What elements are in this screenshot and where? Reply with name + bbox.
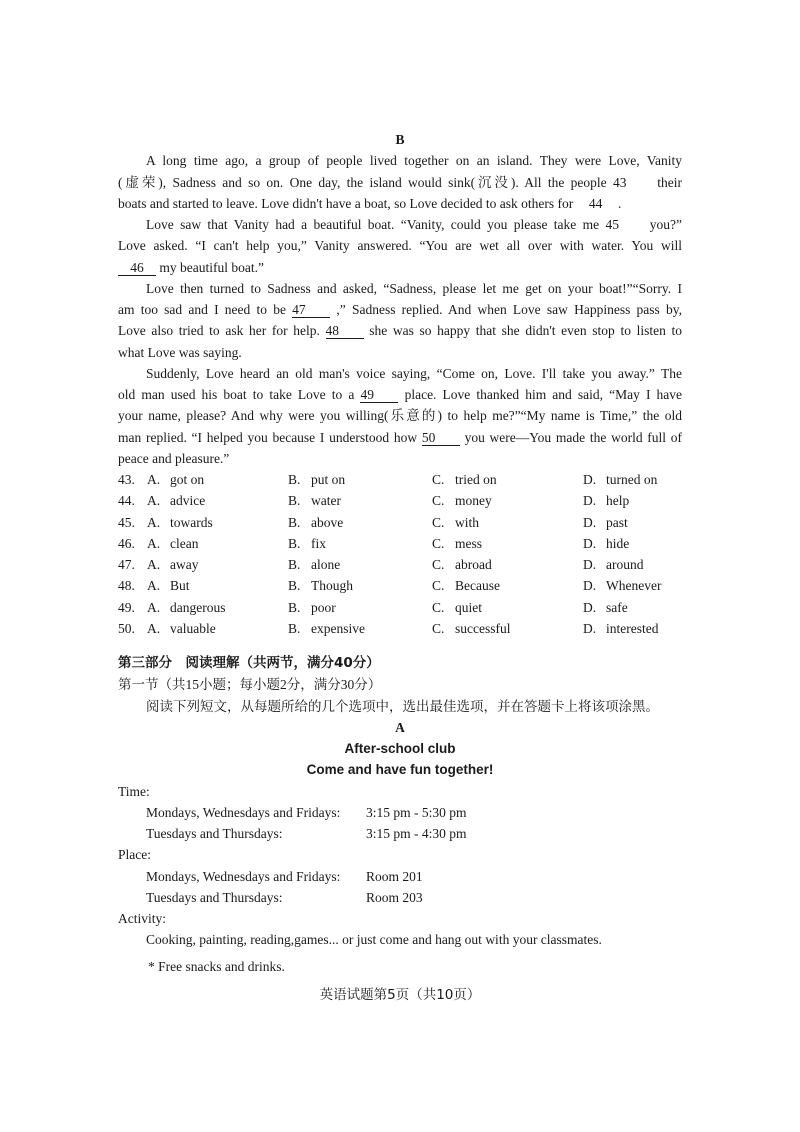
option-47-c (432, 554, 492, 575)
reading-instructions: 阅读下列短文，从每题所给的几个选项中，选出最佳选项，并在答题卡上将该项涂黑。 (146, 698, 659, 714)
option-48-c (432, 575, 500, 596)
paragraph-line (118, 235, 682, 256)
option-text: tried on (455, 472, 497, 487)
option-letter: B. (288, 557, 301, 572)
passage-text: boats and started to leave. Love didn't have a boat, so Love decided to ask others for (118, 195, 574, 211)
option-text: turned on (606, 472, 658, 487)
passage-a-heading: A (395, 719, 405, 735)
activity-label: Activity: (118, 911, 166, 926)
question-number: 43. (118, 472, 135, 487)
paragraph (118, 150, 682, 214)
page-footer: 英语试题第5页（共10页） (319, 986, 481, 1003)
option-text: put on (311, 472, 346, 487)
option-letter: C. (432, 535, 445, 551)
passage-text: Suddenly, Love heard an old man's voice saying, “Come on, Love. I'll take you away.” The (146, 365, 682, 381)
passage-text: you?” (649, 217, 683, 232)
option-46-a (147, 533, 198, 554)
option-50-d (583, 618, 658, 639)
option-letter: D. (583, 557, 597, 572)
passage-text: old man used his boat to take Love to a (118, 387, 355, 402)
option-text: quiet (455, 599, 482, 615)
paragraph-line (118, 214, 682, 235)
time-value: 3:15 pm - 5:30 pm (366, 804, 467, 820)
place-row (118, 887, 682, 908)
passage-text: man replied. “I helped you because I understood how (118, 429, 418, 445)
option-letter: C. (432, 620, 445, 636)
option-46-b (288, 533, 326, 554)
section-one-heading: 第一节（共15小题；每小题2分，满分30分） (118, 677, 382, 693)
option-letter: B. (288, 578, 301, 594)
option-43-d (583, 469, 657, 490)
question-number: 48. (118, 578, 135, 594)
option-text: Because (455, 578, 500, 594)
paragraph-line (118, 448, 682, 469)
option-row-50 (118, 618, 682, 639)
option-47-b (288, 554, 340, 575)
option-44-d (583, 490, 629, 511)
option-letter: C. (432, 557, 445, 572)
place-value: Room 203 (366, 889, 423, 905)
time-days: Mondays, Wednesdays and Fridays: (146, 804, 341, 820)
option-text: expensive (311, 620, 365, 636)
question-number: 46. (118, 535, 135, 551)
option-letter: D. (583, 535, 597, 551)
option-text: safe (606, 599, 628, 615)
question-number: 47. (118, 557, 135, 572)
option-letter: A. (147, 578, 161, 594)
option-46-d (583, 533, 629, 554)
paragraph-line (118, 150, 682, 171)
option-row-48 (118, 575, 682, 596)
place-label: Place: (118, 847, 151, 863)
option-letter: C. (432, 514, 445, 530)
option-48-a (147, 575, 190, 596)
option-letter: D. (583, 578, 597, 594)
option-48-d (583, 575, 661, 596)
passage-text: she was so happy that she didn't even stop to listen to (369, 323, 682, 339)
question-number: 50. (118, 620, 135, 636)
option-row-45 (118, 512, 682, 533)
option-letter: A. (147, 557, 161, 572)
option-letter: A. (147, 599, 161, 615)
option-text: abroad (455, 557, 492, 572)
time-row (118, 823, 682, 844)
passage-text: place. Love thanked him and said, “May I have (404, 387, 683, 402)
part-three-heading: 第三部分 阅读理解（共两节，满分40分） (118, 655, 380, 671)
option-text: hide (606, 535, 630, 551)
option-text: successful (455, 620, 511, 636)
option-45-b (288, 512, 343, 533)
paragraph (118, 278, 682, 363)
option-text: away (170, 557, 199, 572)
passage-b (118, 150, 682, 469)
blank-49: 49 (360, 387, 398, 403)
option-text: But (170, 578, 190, 594)
option-44-c (432, 490, 492, 511)
option-49-d (583, 597, 628, 618)
blank-46: 46 (118, 260, 156, 276)
option-text: interested (606, 620, 659, 636)
option-text: advice (170, 493, 206, 509)
paragraph-line (118, 193, 682, 214)
paragraph-line (118, 427, 682, 448)
option-49-a (147, 597, 225, 618)
option-letter: B. (288, 493, 301, 509)
option-44-b (288, 490, 341, 511)
blank-50: 50 (422, 430, 460, 446)
paragraph-line (118, 299, 682, 320)
option-text: poor (311, 599, 336, 615)
blank-48: 48 (326, 323, 364, 339)
passage-text: A long time ago, a group of people lived together on an island. They were Love, Vanity (146, 153, 682, 169)
option-row-44 (118, 490, 682, 511)
option-text: towards (170, 514, 213, 530)
option-text: Though (311, 578, 353, 594)
option-text: with (455, 514, 480, 530)
option-letter: C. (432, 493, 445, 509)
activity-text: Cooking, painting, reading,games... or just come and hang out with your classmates. (146, 932, 602, 948)
option-letter: A. (147, 620, 161, 636)
paragraph-line (118, 384, 682, 405)
option-letter: A. (147, 493, 161, 509)
option-text: money (455, 493, 492, 509)
option-text: water (311, 493, 341, 509)
blank-44: 44 (588, 195, 603, 211)
option-row-47 (118, 554, 682, 575)
club-subtitle: Come and have fun together! (306, 762, 494, 778)
paragraph-line (118, 363, 682, 384)
option-letter: D. (583, 620, 597, 636)
option-43-a (147, 469, 204, 490)
passage-text: your name, please? And why were you willing(乐意的) to help me?”“My name is Time,” the old (118, 408, 682, 424)
option-46-c (432, 533, 482, 554)
paragraph-line (118, 405, 682, 426)
option-50-c (432, 618, 510, 639)
option-text: got on (170, 472, 205, 487)
exam-page (118, 129, 682, 1006)
time-row (118, 802, 682, 823)
blank-45: 45 (605, 217, 619, 232)
blank-47: 47 (292, 302, 330, 318)
option-49-c (432, 597, 482, 618)
paragraph (118, 363, 682, 469)
passage-text: ,” Sadness replied. And when Love saw Happiness pass by, (336, 302, 683, 317)
passage-text: (虚荣), Sadness and so on. One day, the island would sink(沉没). All the people (118, 174, 607, 190)
option-43-b (288, 469, 345, 490)
passage-text: my beautiful boat.” (159, 259, 264, 275)
option-text: dangerous (170, 599, 226, 615)
option-row-46 (118, 533, 682, 554)
option-text: around (606, 557, 644, 572)
option-letter: A. (147, 472, 161, 487)
paragraph-line (118, 172, 682, 193)
option-text: above (311, 514, 344, 530)
option-50-a (147, 618, 216, 639)
option-letter: B. (288, 535, 301, 551)
option-letter: C. (432, 472, 445, 487)
option-letter: D. (583, 514, 597, 530)
place-days: Tuesdays and Thursdays: (146, 889, 283, 905)
passage-text: am too sad and I need to be (118, 302, 286, 317)
option-letter: A. (147, 535, 161, 551)
option-letter: C. (432, 578, 445, 594)
paragraph-line (118, 257, 682, 278)
time-value: 3:15 pm - 4:30 pm (366, 826, 467, 841)
place-days: Mondays, Wednesdays and Fridays: (146, 868, 341, 884)
option-text: alone (311, 557, 341, 572)
option-letter: D. (583, 472, 597, 487)
option-45-c (432, 512, 479, 533)
option-text: fix (311, 535, 326, 551)
blank-43: 43 (612, 174, 627, 190)
paragraph-line (118, 342, 682, 363)
passage-text: peace and pleasure.” (118, 450, 230, 466)
time-label: Time: (118, 783, 150, 799)
passage-text: Love saw that Vanity had a beautiful boat. “Vanity, could you please take me (146, 217, 600, 232)
passage-text: what Love was saying. (118, 344, 242, 360)
option-letter: B. (288, 472, 301, 487)
option-text: help (606, 493, 630, 509)
option-row-43 (118, 469, 682, 490)
option-49-b (288, 597, 336, 618)
option-text: past (606, 514, 628, 530)
question-number: 45. (118, 514, 135, 530)
passage-text: Love also tried to ask her for help. (118, 323, 320, 339)
passage-text: . (618, 195, 622, 211)
option-47-a (147, 554, 198, 575)
option-letter: B. (288, 514, 301, 530)
option-text: clean (170, 535, 199, 551)
option-letter: A. (147, 514, 161, 530)
question-number: 44. (118, 493, 135, 509)
option-47-d (583, 554, 644, 575)
passage-b-heading: B (395, 132, 405, 147)
option-letter: C. (432, 599, 445, 615)
time-days: Tuesdays and Thursdays: (146, 826, 283, 841)
option-44-a (147, 490, 205, 511)
option-letter: B. (288, 599, 301, 615)
paragraph (118, 214, 682, 278)
paragraph-line (118, 278, 682, 299)
cloze-options (118, 469, 682, 639)
question-number: 49. (118, 599, 135, 615)
option-48-b (288, 575, 353, 596)
option-text: Whenever (606, 578, 662, 594)
place-row (118, 866, 682, 887)
passage-text: their (657, 174, 683, 190)
option-letter: B. (288, 620, 301, 636)
option-letter: D. (583, 493, 597, 509)
passage-text: Love then turned to Sadness and asked, “Sadness, please let me get on your boat!”“Sorry. I (146, 280, 682, 296)
option-45-d (583, 512, 628, 533)
paragraph-line (118, 320, 682, 341)
option-row-49 (118, 597, 682, 618)
passage-text: Love asked. “I can't help you,” Vanity answered. “You are wet all over with water. You will (118, 238, 682, 254)
club-title: After-school club (344, 741, 456, 756)
option-letter: D. (583, 599, 597, 615)
option-text: mess (455, 535, 482, 551)
option-43-c (432, 469, 497, 490)
place-value: Room 201 (366, 868, 423, 884)
option-50-b (288, 618, 365, 639)
option-text: valuable (170, 620, 216, 636)
snacks-note: * Free snacks and drinks. (148, 958, 285, 974)
passage-text: you were—You made the world full of (464, 429, 683, 445)
option-45-a (147, 512, 213, 533)
